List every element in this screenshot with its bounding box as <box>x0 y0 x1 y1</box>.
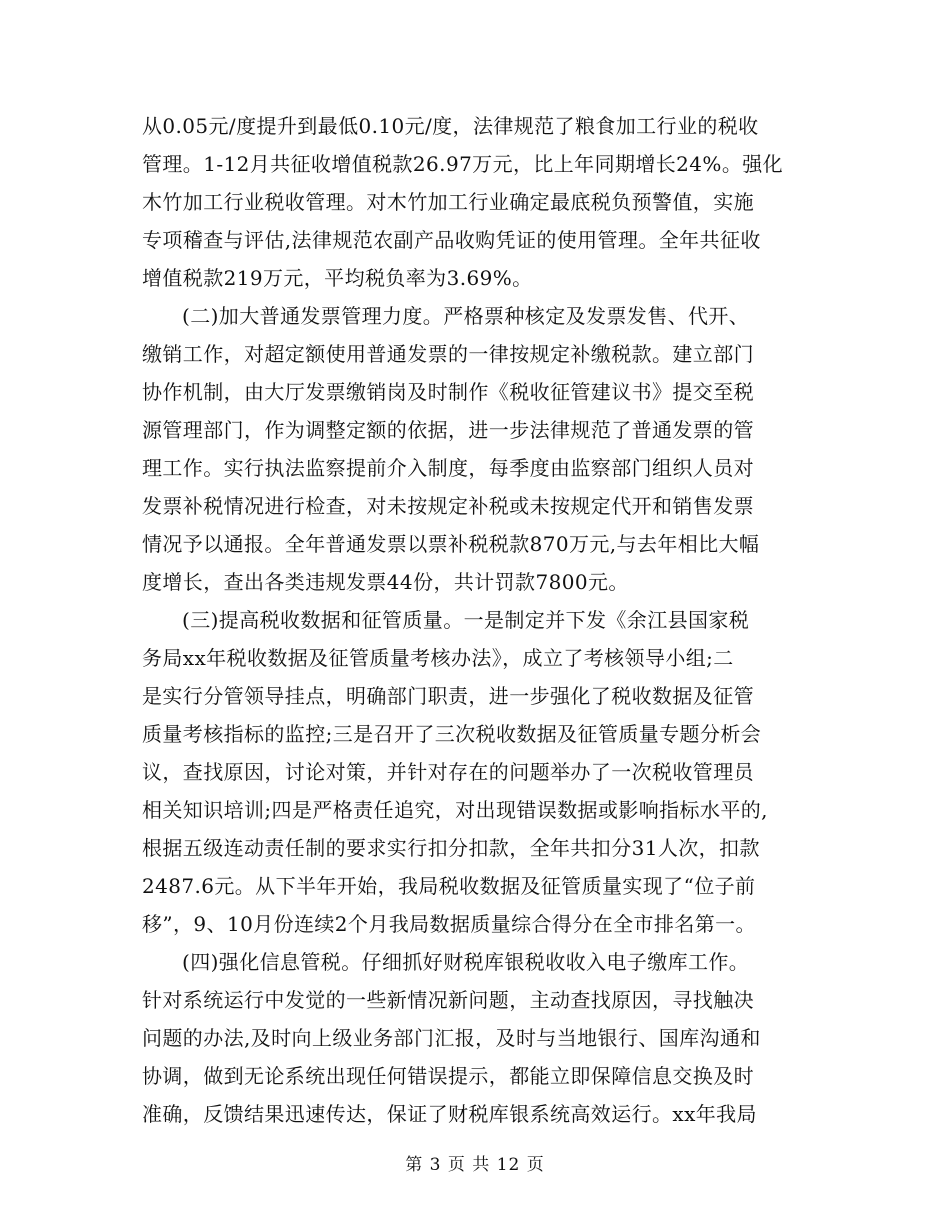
text-line: 移”，9、10月份连续2个月我局数据质量综合得分在全市排名第一。 <box>142 912 756 936</box>
text-line: 协调，做到无论系统出现任何错误提示，都能立即保障信息交换及时 <box>142 1064 754 1088</box>
section-heading-line: (四)强化信息管税。仔细抓好财税库银税收收入电子缴库工作。 <box>182 950 750 974</box>
text-line: 专项稽查与评估,法律规范农副产品收购凭证的使用管理。全年共征收 <box>142 228 761 252</box>
text-line: 问题的办法,及时向上级业务部门汇报，及时与当地银行、国库沟通和 <box>142 1026 761 1050</box>
text-line: 务局xx年税收数据及征管质量考核办法》，成立了考核领导小组;二 <box>142 646 734 670</box>
text-line: 源管理部门，作为调整定额的依据，进一步法律规范了普通发票的管 <box>142 418 754 442</box>
section-heading-line: (二)加大普通发票管理力度。严格票种核定及发票发售、代开、 <box>182 304 750 328</box>
text-line: 质量考核指标的监控;三是召开了三次税收数据及征管质量专题分析会 <box>142 722 762 746</box>
text-line: 协作机制，由大厅发票缴销岗及时制作《税收征管建议书》提交至税 <box>142 380 754 404</box>
text-line: 发票补税情况进行检查，对未按规定补税或未按规定代开和销售发票 <box>142 494 754 518</box>
text-line: 情况予以通报。全年普通发票以票补税税款870万元,与去年相比大幅 <box>142 532 760 556</box>
body-text <box>142 107 822 1133</box>
text-line: 针对系统运行中发觉的一些新情况新问题，主动查找原因，寻找触决 <box>142 988 754 1012</box>
text-line: 度增长，查出各类违规发票44份，共计罚款7800元。 <box>142 570 629 594</box>
text-line: 准确，反馈结果迅速传达，保证了财税库银系统高效运行。xx年我局 <box>142 1102 757 1126</box>
text-line: 增值税款219万元，平均税负率为3.69%。 <box>142 266 533 290</box>
text-line: 2487.6元。从下半年开始，我局税收数据及征管质量实现了“位子前 <box>142 874 756 898</box>
text-line: 相关知识培训;四是严格责任追究，对出现错误数据或影响指标水平的, <box>142 798 768 822</box>
text-line: 缴销工作，对超定额使用普通发票的一律按规定补缴税款。建立部门 <box>142 342 754 366</box>
text-line: 从0.05元/度提升到最低0.10元/度，法律规范了粮食加工行业的税收 <box>142 114 759 138</box>
page-number-footer: 第 3 页 共 12 页 <box>405 1155 545 1175</box>
text-line: 议，查找原因，讨论对策，并针对存在的问题举办了一次税收管理员 <box>142 760 754 784</box>
text-line: 是实行分管领导挂点，明确部门职责，进一步强化了税收数据及征管 <box>142 684 754 708</box>
text-line: 根据五级连动责任制的要求实行扣分扣款，全年共扣分31人次，扣款 <box>142 836 760 860</box>
text-line: 理工作。实行执法监察提前介入制度，每季度由监察部门组织人员对 <box>142 456 754 480</box>
text-line: 木竹加工行业税收管理。对木竹加工行业确定最底税负预警值，实施 <box>142 190 754 214</box>
text-line: 管理。1-12月共征收增值税款26.97万元，比上年同期增长24%。强化 <box>142 152 784 176</box>
section-heading-line: (三)提高税收数据和征管质量。一是制定并下发《余江县国家税 <box>182 608 750 632</box>
